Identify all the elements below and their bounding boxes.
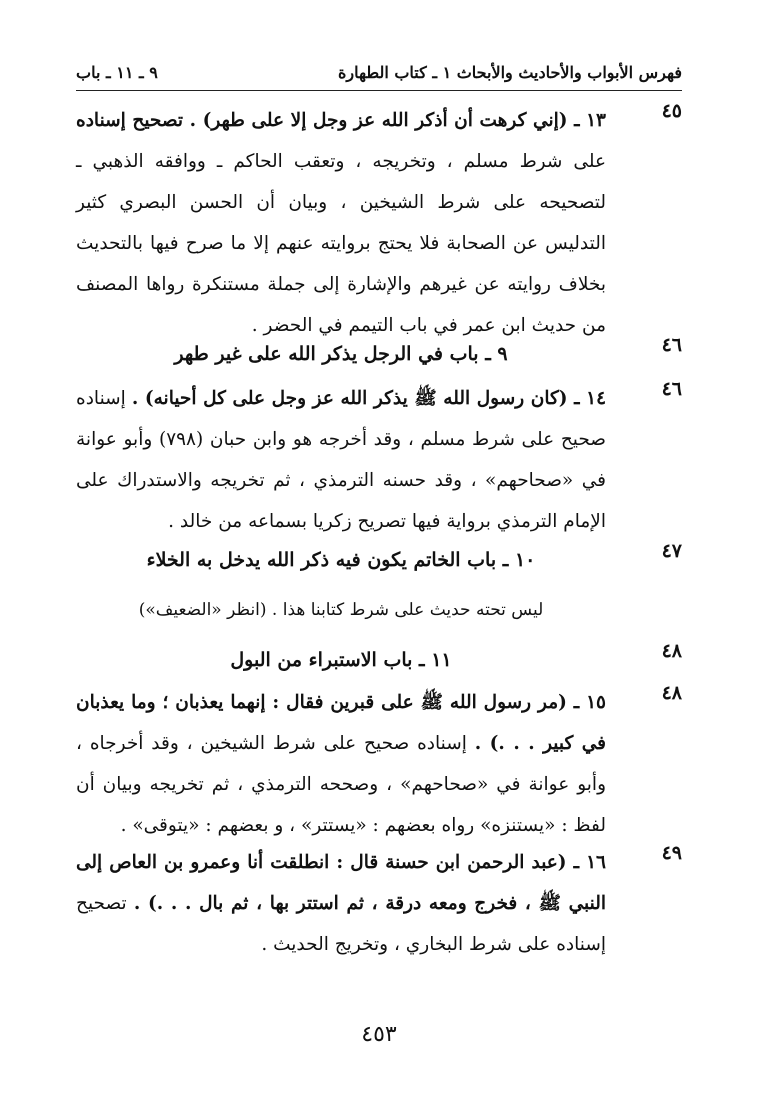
hadith-commentary: تصحيح إسناده على شرط البخاري ، وتخريج الحديث . (76, 893, 606, 955)
hadith-lead: ١٦ ـ (عبد الرحمن ابن حسنة قال : انطلقت أنا وعمرو بن العاص إلى النبي ﷺ ، فخرج ومعه درقة ، ثم استتر بها ، ثم بال . . .) . (76, 852, 606, 914)
chapter-heading (76, 640, 682, 681)
page-reference: ٤٨ (661, 640, 682, 662)
hadith-commentary: إسناده صحيح على شرط مسلم ، وقد أخرجه هو وابن حبان (٧٩٨) وأبو عوانة في «صحاحهم» ، وقد حسنه الترمذي ، ثم تخريجه والاستدراك على الإمام الترمذي برواية فيها تصريح زكريا بسماعه من خالد . (76, 388, 607, 532)
header-title: فهرس الأبواب والأحاديث والأبحاث ١ ـ كتاب الطهارة (337, 62, 682, 82)
hadith-text (76, 842, 606, 965)
page-reference: ٤٩ (661, 842, 682, 864)
chapter-heading (76, 540, 682, 581)
hadith-lead: ١٤ ـ (كان رسول الله ﷺ يذكر الله عز وجل على كل أحيانه) . (131, 388, 607, 409)
running-header (76, 58, 682, 86)
page-reference: ٤٦ (661, 378, 682, 400)
chapter-title: ٩ ـ باب في الرجل يذكر الله على غير طهر (174, 343, 508, 365)
page-reference: ٤٧ (661, 540, 682, 562)
hadith-lead: ١٣ ـ (إني كرهت أن أذكر الله عز وجل إلا على طهر) . تصحيح إسناده (76, 110, 606, 131)
hadith-entry (76, 100, 682, 346)
chapter-title: ١٠ ـ باب الخاتم يكون فيه ذكر الله يدخل به الخلاء (146, 549, 536, 571)
page-reference: ٤٦ (661, 334, 682, 356)
hadith-entry (76, 378, 682, 542)
hadith-text (76, 100, 606, 346)
hadith-text (76, 682, 606, 846)
hadith-lead: ١٥ ـ (مر رسول الله ﷺ على قبرين فقال : إنهما يعذبان ؛ وما يعذبان في كبير . . .) . (76, 692, 606, 754)
note-text: ليس تحته حديث على شرط كتابنا هذا . (انظر «الضعيف») (138, 600, 544, 620)
hadith-commentary: إسناده صحيح على شرط الشيخين ، وقد أخرجاه ، وأبو عوانة في «صحاحهم» ، وصححه الترمذي ، ثم تخريجه وبيان أن لفظ : «يستنزه» رواه بعضهم : «يستتر» ، و بعضهم : «يتوقى» . (76, 733, 606, 836)
chapter-heading (76, 334, 682, 375)
hadith-commentary: على شرط مسلم ، وتخريجه ، وتعقب الحاكم ـ ووافقه الذهبي ـ لتصحيحه على شرط الشيخين ، وبيان أن الحسن البصري كثير التدليس عن الصحابة فلا يحتج بروايته عنهم إلا ما صرح فيها بالتحديث بخلاف روايته عن غيرهم والإشارة إلى جملة مستنكرة رواها المصنف من حديث ابن عمر في باب التيمم في الحضر . (76, 151, 606, 336)
chapter-note (76, 590, 682, 631)
header-chapter-range: ٩ ـ ١١ ـ باب (76, 62, 158, 82)
hadith-text (76, 378, 606, 542)
page-number: ٤٥٣ (361, 1022, 397, 1047)
header-divider (76, 90, 682, 91)
chapter-title: ١١ ـ باب الاستبراء من البول (230, 649, 452, 671)
page-reference: ٤٨ (661, 682, 682, 704)
hadith-entry (76, 842, 682, 965)
hadith-entry (76, 682, 682, 846)
page-reference: ٤٥ (661, 100, 682, 122)
